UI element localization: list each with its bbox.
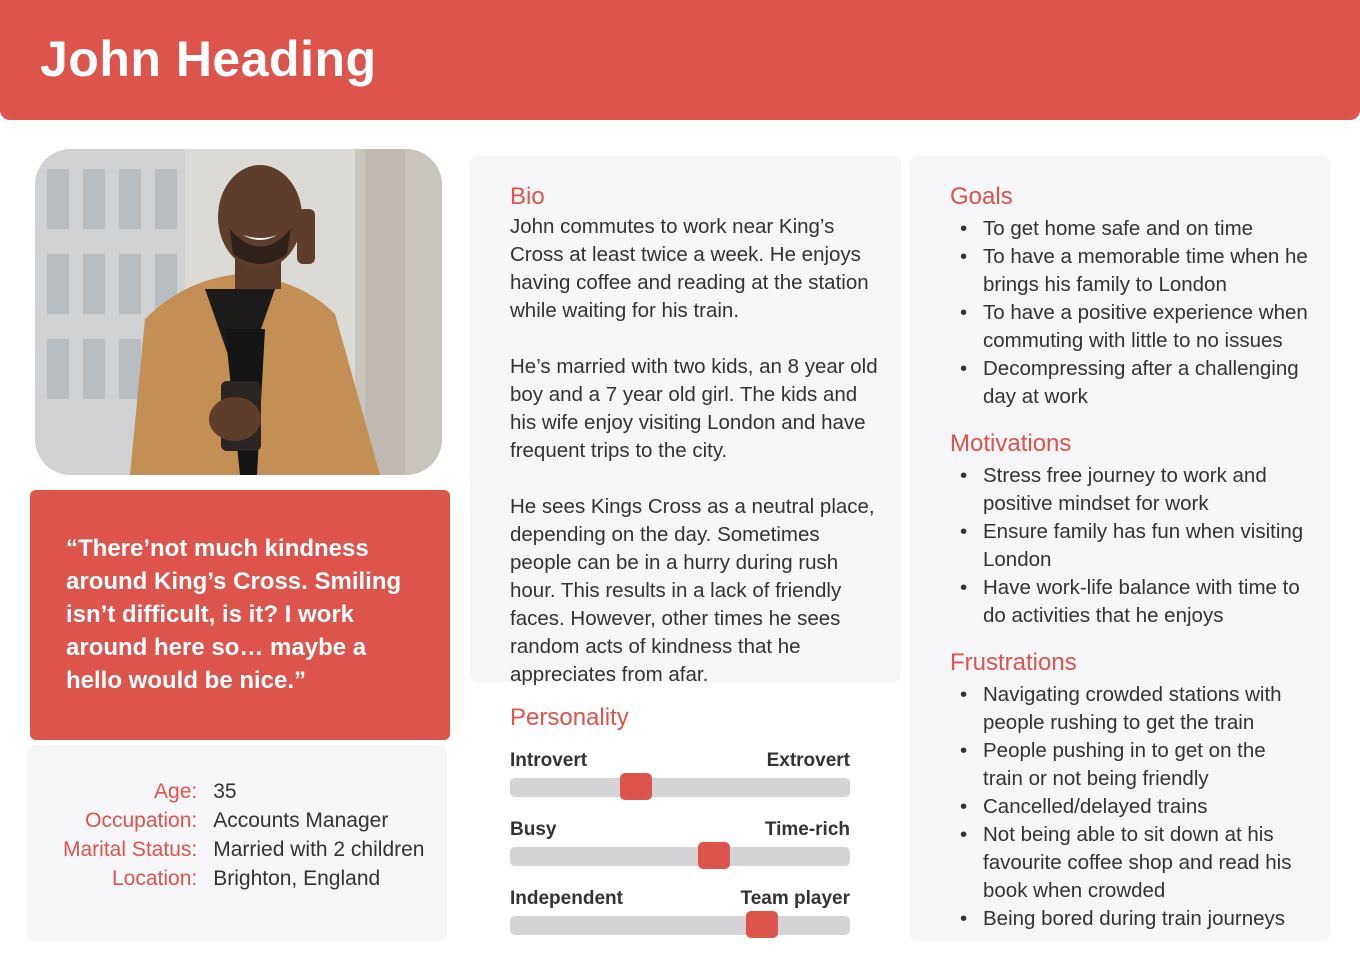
detail-row-occupation <box>63 806 424 835</box>
goals-title: Goals <box>950 183 1013 210</box>
frustrations-title: Frustrations <box>950 649 1077 676</box>
slider-right-label: Team player <box>740 888 850 909</box>
motivations-list <box>950 462 1310 630</box>
bio-paragraph: John commutes to work near King’s Cross at least twice a week. He enjoys having coffee and reading at the station while waiting for his train. <box>510 215 869 322</box>
list-item: • To have a positive experience when commuting with little to no issues <box>950 299 1310 355</box>
persona-details-table <box>63 777 424 893</box>
frustrations-list <box>950 681 1310 933</box>
detail-row-location <box>63 864 424 893</box>
detail-value: 35 <box>213 780 237 803</box>
persona-photo-image <box>35 149 442 475</box>
detail-row-age <box>63 777 424 806</box>
persona-quote-card <box>30 490 450 740</box>
slider-track <box>510 916 850 935</box>
list-item: • Navigating crowded stations with people rushing to get the train <box>950 681 1310 737</box>
persona-name: John Heading <box>40 31 377 87</box>
slider-right-label: Time-rich <box>764 819 850 840</box>
bio-card <box>470 156 901 686</box>
detail-label: Age: <box>154 780 198 803</box>
list-item: • Ensure family has fun when visiting London <box>950 518 1310 574</box>
detail-row-marital-status <box>63 835 424 864</box>
slider-left-label: Independent <box>510 888 623 909</box>
list-item: • Being bored during train journeys <box>950 905 1310 933</box>
detail-value: Accounts Manager <box>213 809 389 832</box>
list-item: • Have work-life balance with time to do activities that he enjoys <box>950 574 1310 630</box>
goals-list <box>950 215 1310 411</box>
slider-track <box>510 778 850 797</box>
motivations-title: Motivations <box>950 430 1072 457</box>
list-item: • Stress free journey to work and positive mindset for work <box>950 462 1310 518</box>
persona-photo <box>35 149 442 475</box>
detail-label: Marital Status: <box>63 838 198 861</box>
persona-quote: “There’not much kindness around King’s Cross. Smiling isn’t difficult, is it? I work around here so… maybe a hello would be nice.” <box>66 535 402 694</box>
list-item: • Decompressing after a challenging day at work <box>950 355 1310 411</box>
list-item: • People pushing in to get on the train or not being friendly <box>950 737 1310 793</box>
personality-title: Personality <box>510 704 629 731</box>
slider-handle <box>620 773 652 800</box>
header-banner <box>0 0 1360 120</box>
detail-label: Occupation: <box>85 809 198 832</box>
slider-left-label: Busy <box>510 819 557 840</box>
list-item: • To have a memorable time when he brings his family to London <box>950 243 1310 299</box>
goals-motivations-frustrations-card <box>910 156 1330 941</box>
slider-handle <box>746 911 778 938</box>
list-item: • To get home safe and on time <box>950 215 1310 243</box>
detail-value: Married with 2 children <box>213 838 425 861</box>
list-item: • Not being able to sit down at his favourite coffee shop and read his book when crowded <box>950 821 1310 905</box>
detail-value: Brighton, England <box>213 867 381 890</box>
slider-left-label: Introvert <box>510 750 588 771</box>
persona-details-card <box>27 745 447 941</box>
bio-title: Bio <box>510 183 545 210</box>
personality-section <box>510 703 850 943</box>
slider-handle <box>698 842 730 869</box>
list-item: • Cancelled/delayed trains <box>950 793 1310 821</box>
bio-paragraph: He’s married with two kids, an 8 year old boy and a 7 year old girl. The kids and his wife enjoy visiting London and have frequent trips to the city. <box>510 355 878 462</box>
slider-track <box>510 847 850 866</box>
bio-paragraph: He sees Kings Cross as a neutral place, depending on the day. Sometimes people can be in a hurry during rush hour. This results in a lack of friendly faces. However, other times he sees random acts of kindness that he appreciates from afar. <box>510 495 875 686</box>
detail-label: Location: <box>111 867 198 890</box>
slider-right-label: Extrovert <box>766 750 850 771</box>
